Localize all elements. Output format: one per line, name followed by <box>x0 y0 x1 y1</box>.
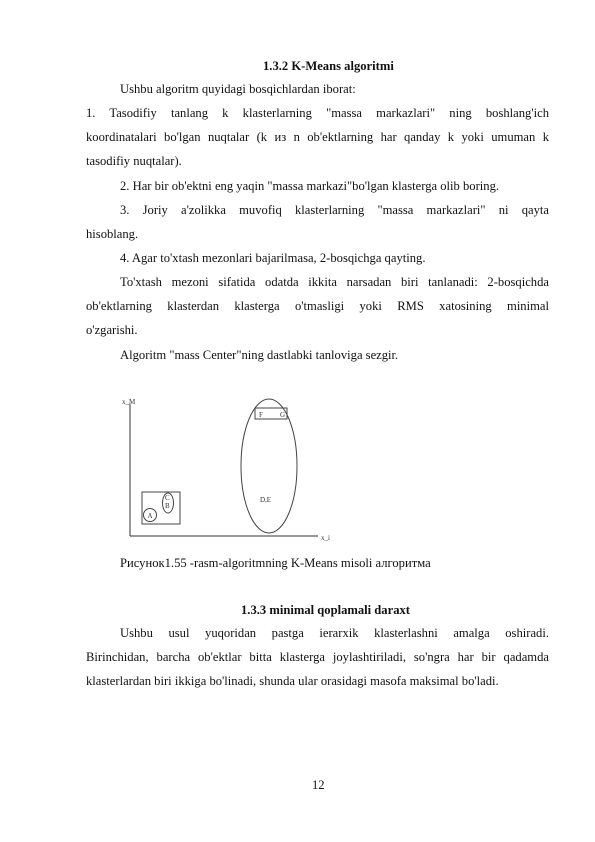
step3-line1: 3. Joriy a'zolikka muvofiq klasterlarning "massa markazlari" ni qayta <box>120 203 549 217</box>
stop-criterion-line1: To'xtash mezoni sifatida odatda ikkita narsadan biri tanlanadi: 2-bosqichda <box>120 275 549 289</box>
figure-caption: Рисунок1.55 -rasm-algoritmning K-Means misoli алгоритма <box>120 556 431 570</box>
sensitivity-text: Algoritm "mass Center"ning dastlabki tanloviga sezgir. <box>120 348 399 362</box>
step3-line2: hisoblang. <box>86 227 139 241</box>
x-axis-label: x_i <box>321 534 330 542</box>
mst-line2: Birinchidan, barcha ob'ektlar bitta klasterga joylashtiriladi, so'ngra har bir qadamda <box>86 650 549 664</box>
point-label-a: A <box>147 512 153 520</box>
point-label-b: B <box>165 502 170 510</box>
step1-line1: 1. Tasodifiy tanlang k klasterlarning "massa markazlari" ning boshlang'ich <box>86 106 549 120</box>
stop-criterion-line2: ob'ektlarning klasterdan klasterga o'tmasligi yoki RMS xatosining minimal <box>86 299 549 313</box>
mst-line3: klasterlardan biri ikkiga bo'linadi, shunda ular orasidagi masofa maksimal bo'ladi. <box>86 674 499 688</box>
point-label-de: D,E <box>260 496 272 504</box>
step1-line3: tasodifiy nuqtalar). <box>86 154 182 168</box>
intro-text: Ushbu algoritm quyidagi bosqichlardan iborat: <box>120 82 356 96</box>
section-heading-mst: 1.3.3 minimal qoplamali daraxt <box>241 603 410 617</box>
step1-line2: koordinatalari bo'lgan nuqtalar (k из n ob'ektlarning har qanday k yoki umuman k <box>86 130 549 144</box>
stop-criterion-line3: o'zgarishi. <box>86 323 138 337</box>
step4-text: 4. Agar to'xtash mezonlari bajarilmasa, 2-bosqichga qayting. <box>120 251 426 265</box>
mst-line1: Ushbu usul yuqoridan pastga ierarxik klasterlashni amalga oshiradi. <box>120 626 549 640</box>
point-label-f: F <box>259 411 263 419</box>
y-axis-label: x_M <box>122 398 136 406</box>
kmeans-figure <box>118 388 346 548</box>
point-label-c: C <box>165 494 170 502</box>
step2-text: 2. Har bir ob'ektni eng yaqin "massa markazi"bo'lgan klasterga olib boring. <box>120 179 500 193</box>
page-number: 12 <box>312 778 325 792</box>
section-heading-kmeans: 1.3.2 K-Means algoritmi <box>263 59 394 73</box>
point-label-g: G <box>280 411 286 419</box>
